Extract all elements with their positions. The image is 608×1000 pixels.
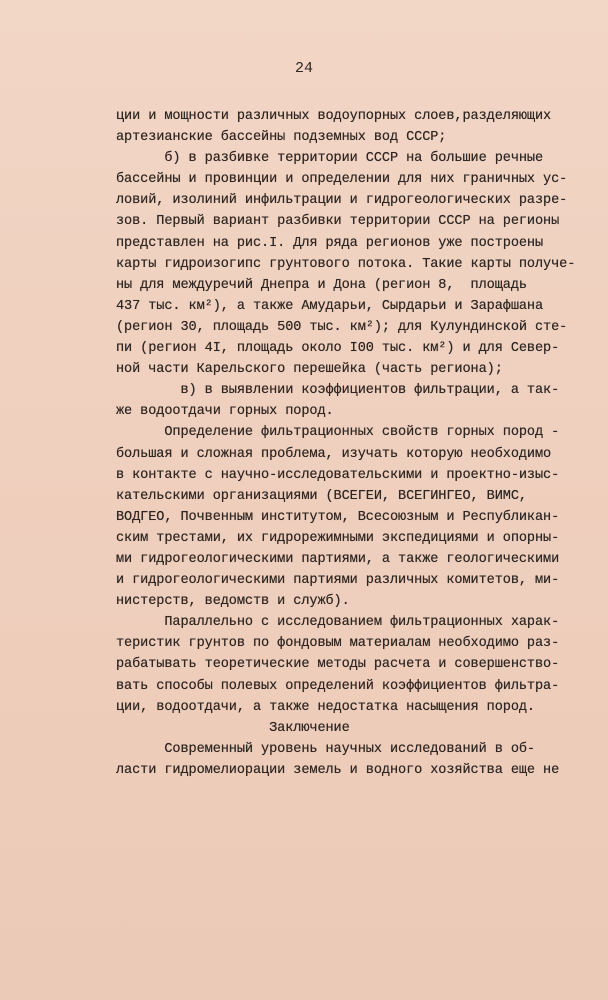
text-line: большая и сложная проблема, изучать которую необходимо — [116, 446, 552, 462]
text-line: ми гидрогеологическими партиями, а также геологическими — [116, 551, 560, 567]
text-line: вать способы полевых определений коэффициентов фильтра- — [116, 678, 560, 694]
section-heading: Заключение — [116, 720, 350, 736]
text-line: ции, водоотдачи, а также недостатка насыщения пород. — [116, 699, 535, 715]
text-line: ласти гидромелиорации земель и водного хозяйства еще не — [116, 762, 560, 778]
text-line: и гидрогеологическими партиями различных комитетов, ми- — [116, 573, 560, 589]
text-line: представлен на рис.I. Для ряда регионов уже построены — [116, 235, 544, 251]
text-line: ВОДГЕО, Почвенным институтом, Всесоюзным и Республикан- — [116, 509, 560, 525]
page-number: 24 — [294, 60, 313, 77]
text-line: в контакте с научно-исследовательскими и проектно-изыс- — [116, 467, 560, 483]
text-line: б) в разбивке территории СССР на большие речные — [116, 151, 544, 167]
text-line: карты гидроизогипс грунтового потока. Такие карты получе- — [116, 256, 576, 272]
body-text — [116, 106, 592, 781]
text-line: в) в выявлении коэффициентов фильтрации, а так- — [116, 383, 560, 399]
text-line: (регион 30, площадь 500 тыс. км²); для Кулундинской сте- — [116, 319, 568, 335]
text-line: пи (регион 4I, площадь около I00 тыс. км²) и для Север- — [116, 341, 560, 357]
text-line: Определение фильтрационных свойств горных пород - — [116, 425, 560, 441]
text-line: теристик грунтов по фондовым материалам необходимо раз- — [116, 636, 560, 652]
text-line: зов. Первый вариант разбивки территории СССР на регионы — [116, 214, 560, 230]
text-line: Параллельно с исследованием фильтрационных харак- — [116, 615, 560, 631]
text-line: ловий, изолиний инфильтрации и гидрогеологических разре- — [116, 193, 568, 209]
text-line: ским трестами, их гидрорежимными экспедициями и опорны- — [116, 530, 560, 546]
text-line: артезианские бассейны подземных вод СССР; — [116, 130, 447, 146]
text-line: ны для междуречий Днепра и Дона (регион 8, площадь — [116, 277, 527, 293]
text-line: 437 тыс. км²), а также Амударьи, Сырдарьи и Зарафшана — [116, 298, 544, 314]
text-line: ной части Карельского перешейка (часть региона); — [116, 362, 503, 378]
text-line: бассейны и провинции и определении для них граничных ус- — [116, 172, 568, 188]
text-line: же водоотдачи горных пород. — [116, 404, 334, 420]
text-line: ции и мощности различных водоупорных слоев,разделяющих — [116, 109, 552, 124]
text-line: нистерств, ведомств и служб). — [116, 594, 350, 610]
text-line: кательскими организациями (ВСЕГЕИ, ВСЕГИНГЕО, ВИМС, — [116, 488, 527, 504]
text-line: Современный уровень научных исследований в об- — [116, 741, 535, 757]
text-line: рабатывать теоретические методы расчета и совершенство- — [116, 657, 560, 673]
